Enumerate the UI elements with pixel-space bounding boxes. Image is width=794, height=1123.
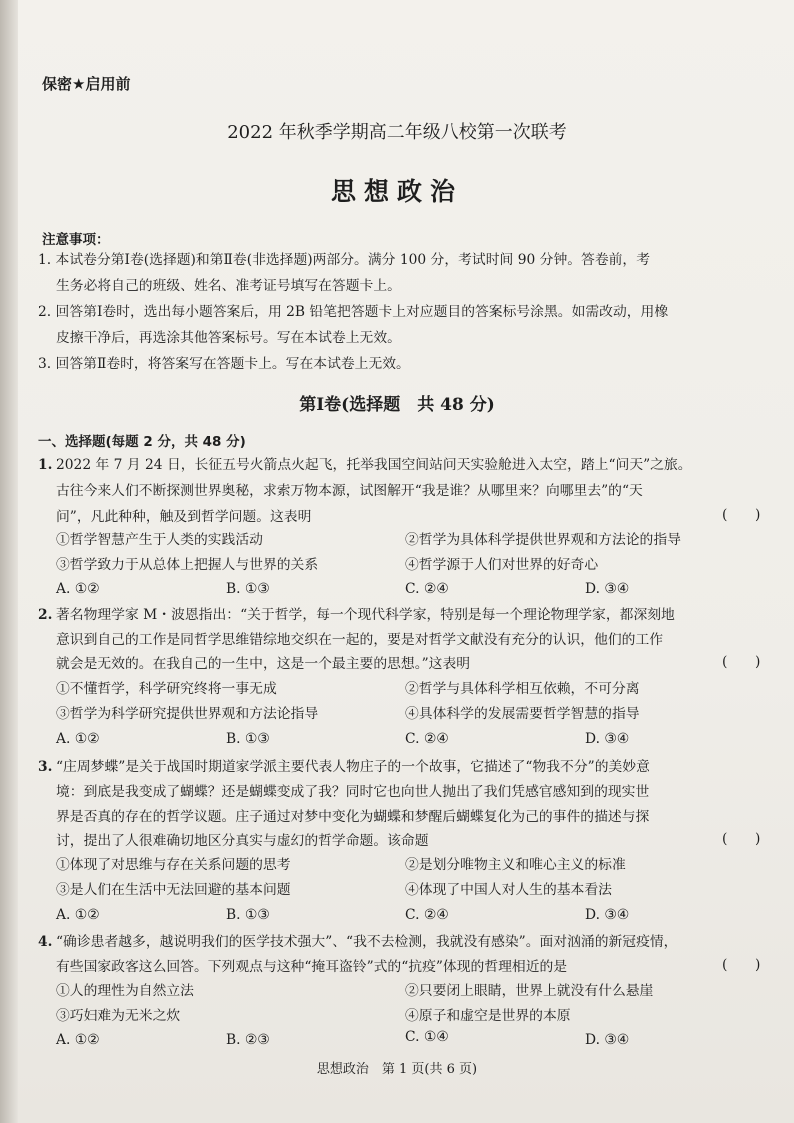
choice-d: D. ③④ [585, 907, 630, 923]
note-line: 1. 本试卷分第Ⅰ卷(选择题)和第Ⅱ卷(非选择题)两部分。满分 100 分，考试时间 90 分钟。答卷前，考 [38, 252, 651, 268]
choice-d: D. ③④ [585, 581, 630, 597]
section-title: 第Ⅰ卷(选择题 共 48 分) [299, 395, 495, 415]
choice-b: B. ①③ [226, 731, 270, 747]
question-number: 3. [38, 759, 53, 775]
subject-title: 思想政治 [330, 177, 463, 206]
choice-a: A. ①② [56, 1032, 100, 1048]
answer-bracket: ( ) [722, 957, 761, 973]
option-item: ③巧妇难为无米之炊 [56, 1008, 181, 1024]
question-stem: “确诊患者越多，越说明我们的医学技术强大”、“我不去检测，我就没有感染”。面对汹涌的新冠疫情， [56, 934, 678, 950]
page-edge-shadow [0, 0, 18, 1123]
note-line: 3. 回答第Ⅱ卷时，将答案写在答题卡上。写在本试卷上无效。 [38, 356, 410, 372]
question-stem: 意识到自己的工作是同哲学思维错综地交织在一起的，要是对哲学文献没有充分的认识，他们的工作 [56, 632, 664, 648]
option-item: ②只要闭上眼睛，世界上就没有什么悬崖 [405, 983, 654, 999]
question-stem: 有些国家政客这么回答。下列观点与这种“掩耳盗铃”式的“抗疫”体现的哲理相近的是 [56, 959, 568, 975]
choice-a: A. ①② [56, 907, 100, 923]
choice-b: B. ①③ [226, 581, 270, 597]
question-stem: 2022 年 7 月 24 日，长征五号火箭点火起飞，托举我国空间站问天实验舱进入太空，踏上“问天”之旅。 [56, 457, 692, 473]
choice-c: C. ①④ [405, 1029, 449, 1045]
choice-a: A. ①② [56, 581, 100, 597]
question-number: 1. [38, 457, 53, 473]
question-number: 2. [38, 607, 53, 623]
answer-bracket: ( ) [722, 654, 761, 670]
answer-bracket: ( ) [722, 507, 761, 523]
option-item: ①体现了对思维与存在关系问题的思考 [56, 857, 291, 873]
note-line: 2. 回答第Ⅰ卷时，选出每小题答案后，用 2B 铅笔把答题卡上对应题目的答案标号涂黑。如需改动，用橡 [38, 304, 669, 320]
choice-a: A. ①② [56, 731, 100, 747]
option-item: ③是人们在生活中无法回避的基本问题 [56, 882, 291, 898]
answer-bracket: ( ) [722, 831, 761, 847]
choice-d: D. ③④ [585, 1032, 630, 1048]
exam-title: 2022 年秋季学期高二年级八校第一次联考 [227, 122, 567, 143]
option-item: ④原子和虚空是世界的本原 [405, 1008, 571, 1024]
choice-b: B. ②③ [226, 1032, 270, 1048]
question-stem: 境：到底是我变成了蝴蝶？还是蝴蝶变成了我？同时它也向世人抛出了我们凭感官感知到的现实世 [56, 784, 650, 800]
choice-b: B. ①③ [226, 907, 270, 923]
section-heading: 一、选择题(每题 2 分，共 48 分) [38, 434, 246, 450]
question-stem: 就会是无效的。在我自己的一生中，这是一个最主要的思想。”这表明 [56, 656, 471, 672]
choice-c: C. ②④ [405, 731, 449, 747]
option-item: ③哲学致力于从总体上把握人与世界的关系 [56, 557, 319, 573]
question-stem: 著名物理学家 M・波恩指出：“关于哲学，每一个现代科学家，特别是每一个理论物理学家，都深刻地 [56, 607, 675, 623]
option-item: ①人的理性为自然立法 [56, 983, 194, 999]
choice-d: D. ③④ [585, 731, 630, 747]
question-stem: 界是否真的存在的哲学议题。庄子通过对梦中变化为蝴蝶和梦醒后蝴蝶复化为己的事件的描述与探 [56, 809, 650, 825]
note-line: 皮擦干净后，再选涂其他答案标号。写在本试卷上无效。 [56, 330, 401, 346]
choice-c: C. ②④ [405, 907, 449, 923]
question-number: 4. [38, 934, 53, 950]
option-item: ④哲学源于人们对世界的好奇心 [405, 557, 599, 573]
option-item: ④具体科学的发展需要哲学智慧的指导 [405, 706, 640, 722]
question-stem: 问”，凡此种种，触及到哲学问题。这表明 [56, 509, 312, 525]
option-item: ①不懂哲学，科学研究终将一事无成 [56, 681, 277, 697]
option-item: ②哲学与具体科学相互依赖，不可分离 [405, 681, 640, 697]
page-footer: 思想政治 第 1 页(共 6 页) [316, 1062, 478, 1077]
option-item: ②是划分唯物主义和唯心主义的标准 [405, 857, 626, 873]
note-line: 生务必将自己的班级、姓名、准考证号填写在答题卡上。 [56, 278, 401, 294]
question-stem: 讨，提出了人很难确切地区分真实与虚幻的哲学命题。该命题 [56, 833, 429, 849]
question-stem: 古往今来人们不断探测世界奥秘，求索万物本源，试图解开“我是谁？从哪里来？向哪里去”的“天 [56, 483, 643, 499]
option-item: ②哲学为具体科学提供世界观和方法论的指导 [405, 532, 681, 548]
option-item: ①哲学智慧产生于人类的实践活动 [56, 532, 263, 548]
choice-c: C. ②④ [405, 581, 449, 597]
option-item: ④体现了中国人对人生的基本看法 [405, 882, 612, 898]
confidential-label: 保密★启用前 [42, 75, 131, 93]
notes-heading: 注意事项： [42, 232, 110, 248]
question-stem: “庄周梦蝶”是关于战国时期道家学派主要代表人物庄子的一个故事，它描述了“物我不分”的美妙意 [56, 759, 650, 775]
option-item: ③哲学为科学研究提供世界观和方法论指导 [56, 706, 319, 722]
